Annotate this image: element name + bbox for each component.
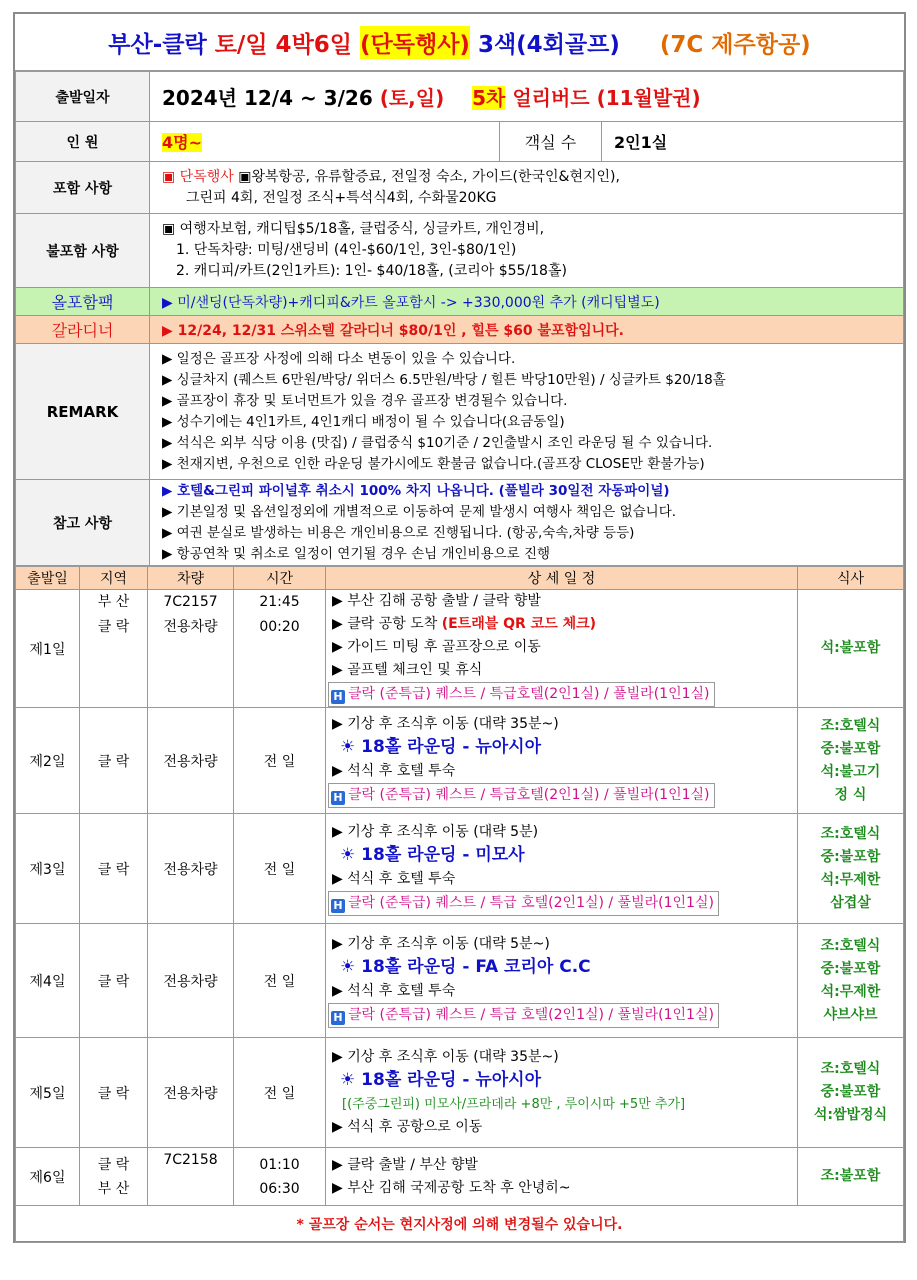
excluded-line: 2. 캐디피/카트(2인1카트): 1인- $40/18홀, (코리아 $55/18홀) (176, 263, 567, 279)
included-line2: 그린피 4회, 전일정 조식+특석식4회, 수화물20KG (186, 189, 497, 206)
detail-item: ▶ 가이드 미팅 후 골프장으로 이동 (332, 639, 541, 655)
title-days: 토/일 4박6일 (214, 31, 353, 58)
allinc-label: 올포함팩 (16, 288, 150, 316)
meal: 석:무제한 (820, 983, 881, 1000)
meal: 샤브샤브 (823, 1006, 878, 1023)
departure-period: 2024년 12/4 ~ 3/26 (162, 86, 373, 110)
hotel-icon: H (331, 899, 345, 913)
time: 전 일 (234, 1038, 326, 1148)
excluded-label: 불포함 사항 (16, 214, 150, 288)
meal: 조:호텔식 (820, 937, 881, 954)
departure-round: 5차 (472, 86, 506, 110)
schedule-row (16, 814, 904, 924)
etravel-note: (E트래블 QR 코드 체크) (441, 616, 597, 632)
departure-promo: 얼리버드 (11월발권) (512, 86, 701, 110)
detail-item: ▶ 석식 후 호텔 투숙 (332, 763, 456, 779)
detail-item: ▶ 기상 후 조식후 이동 (대략 5분) (332, 824, 539, 840)
vehicle: 전용차량 (148, 924, 234, 1038)
room-label: 객실 수 (500, 122, 602, 162)
time: 06:30 (259, 1180, 300, 1197)
reference-line: ▶ 여권 분실로 발생하는 비용은 개인비용으로 진행됩니다. (항공,숙속,차량 등등) (162, 524, 635, 541)
allinc-text: ▶ 미/샌딩(단독차량)+캐디피&카트 올포함시 -> +330,000원 추가 (캐디팁별도) (150, 288, 904, 316)
detail-item: ▶ 석식 후 호텔 투숙 (332, 871, 456, 887)
region: 부 산 (97, 594, 130, 610)
excluded-line: ▣ 여행자보험, 캐디팁$5/18홀, 클럽중식, 싱글카트, 개인경비, (162, 221, 545, 237)
meal: 조:호텔식 (820, 1061, 881, 1077)
time: 전 일 (234, 924, 326, 1038)
title-summary: 3색(4회골프) (477, 31, 620, 58)
departure-label: 출발일자 (16, 72, 150, 122)
schedule-row (16, 1038, 904, 1148)
info-table (15, 71, 904, 566)
included-line1: ▣왕복항공, 유류할증료, 전일정 숙소, 가이드(한국인&현지인), (233, 168, 620, 185)
schedule-row (16, 590, 904, 708)
greenfee-extra: [(주중그린피) 미모사/프라데라 +8만 , 루이시따 +5만 추가] (342, 1097, 686, 1112)
page-title (15, 14, 904, 71)
golf-round: ☀ 18홀 라운딩 - 미모사 (340, 845, 525, 865)
remark-line: ▶ 일정은 골프장 사정에 의해 다소 변동이 있을 수 있습니다. (162, 350, 516, 367)
remark-label: REMARK (16, 344, 150, 480)
header-meal: 식사 (798, 567, 904, 590)
detail-item: ▶ 골프텔 체크인 및 휴식 (332, 662, 483, 678)
hotel-icon: H (331, 791, 345, 805)
detail-item: ▶ 기상 후 조식후 이동 (대략 5분~) (332, 936, 550, 952)
schedule-header (16, 567, 904, 590)
hotel-icon: H (331, 1011, 345, 1025)
people-value: 4명~ (162, 133, 202, 152)
region: 부 산 (97, 1180, 130, 1197)
golf-round: ☀ 18홀 라운딩 - FA 코리아 C.C (340, 957, 591, 977)
remark-line: ▶ 골프장이 휴장 및 토너먼트가 있을 경우 골프장 변경될수 있습니다. (162, 392, 568, 409)
meal: 중:불포함 (820, 1084, 881, 1100)
time: 전 일 (234, 708, 326, 814)
meal: 중:불포함 (820, 960, 881, 977)
reference-line: ▶ 기본일정 및 옵션일정외에 개별적으로 이동하여 문제 발생시 여행사 책임은 없습니다. (162, 503, 677, 520)
day-label: 제2일 (16, 708, 80, 814)
time: 전 일 (234, 814, 326, 924)
meal: 정 식 (834, 786, 867, 803)
region: 클 락 (80, 1038, 148, 1148)
day-label: 제4일 (16, 924, 80, 1038)
title-exclusive: (단독행사) (360, 26, 470, 59)
hotel-info (328, 1003, 719, 1028)
header-time: 시간 (234, 567, 326, 590)
hotel-info (328, 891, 719, 916)
meal: 삼겹살 (830, 894, 871, 911)
footer-notice: * 골프장 순서는 현지사정에 의해 변경될수 있습니다. (16, 1206, 904, 1243)
meal: 중:불포함 (820, 740, 881, 757)
gala-text: ▶ 12/24, 12/31 스위소텔 갈라디너 $80/1인 , 힐튼 $60 불포함입니다. (150, 316, 904, 344)
hotel-text: 클락 (준특급) 퀘스트 / 특급호텔(2인1실) / 풀빌라(1인1실) (348, 787, 710, 803)
title-airline: (7C 제주항공) (659, 31, 811, 58)
remark-line: ▶ 싱글차지 (퀘스트 6만원/박당/ 위더스 6.5만원/박당 / 힐튼 박당10만원) / 싱글카트 $20/18홀 (162, 371, 726, 388)
schedule-row (16, 924, 904, 1038)
day-label: 제1일 (16, 590, 80, 708)
hotel-info (328, 682, 715, 707)
detail-item: ▶ 석식 후 공항으로 이동 (332, 1119, 483, 1135)
golf-round: ☀ 18홀 라운딩 - 뉴아시아 (340, 1070, 542, 1090)
vehicle: 7C2158 (148, 1148, 234, 1206)
meal: 석:무제한 (820, 871, 881, 888)
vehicle: 전용차량 (163, 619, 218, 635)
remark-line: ▶ 석식은 외부 식당 이용 (맛집) / 클럽중식 $10기준 / 2인출발시 조인 라운딩 될 수 있습니다. (162, 434, 713, 451)
day-label: 제3일 (16, 814, 80, 924)
departure-weekdays: (토,일) (379, 86, 445, 110)
meal: 중:불포함 (820, 848, 881, 865)
gala-label: 갈라디너 (16, 316, 150, 344)
meal: 석:불포함 (820, 640, 881, 656)
title-route: 부산-클락 (108, 31, 207, 58)
vehicle: 전용차량 (148, 1038, 234, 1148)
meal: 석:불고기 (820, 763, 881, 780)
detail-item: ▶ 클락 출발 / 부산 향발 (332, 1156, 478, 1173)
excluded-line: 1. 단독차량: 미팅/샌딩비 (4인-$60/1인, 3인-$80/1인) (176, 242, 517, 258)
vehicle: 7C2157 (163, 594, 218, 610)
schedule-row (16, 1148, 904, 1206)
schedule-row (16, 708, 904, 814)
time: 21:45 (259, 594, 300, 610)
hotel-icon: H (331, 690, 345, 704)
day-label: 제5일 (16, 1038, 80, 1148)
header-vehicle: 차량 (148, 567, 234, 590)
header-date: 출발일 (16, 567, 80, 590)
header-detail: 상 세 일 정 (326, 567, 798, 590)
included-label: 포함 사항 (16, 162, 150, 214)
hotel-text: 클락 (준특급) 퀘스트 / 특급 호텔(2인1실) / 풀빌라(1인1실) (348, 1007, 714, 1023)
hotel-info (328, 783, 715, 808)
golf-round: ☀ 18홀 라운딩 - 뉴아시아 (340, 737, 542, 757)
detail-item: ▶ 부산 김해 공항 출발 / 클락 향발 (332, 593, 541, 609)
included-prefix: ▣ 단독행사 (162, 168, 234, 185)
people-label: 인 원 (16, 122, 150, 162)
vehicle: 전용차량 (148, 708, 234, 814)
detail-item: ▶ 석식 후 호텔 투숙 (332, 983, 456, 999)
region: 클 락 (80, 814, 148, 924)
departure-value (150, 72, 904, 122)
region: 클 락 (97, 619, 130, 635)
time: 01:10 (259, 1156, 300, 1173)
room-value: 2인1실 (602, 122, 904, 162)
time: 00:20 (259, 619, 300, 635)
meal: 석:쌈밥정식 (813, 1107, 888, 1123)
schedule-table (15, 566, 904, 1243)
region: 클 락 (80, 924, 148, 1038)
vehicle: 전용차량 (148, 814, 234, 924)
itinerary-sheet (13, 12, 906, 1243)
reference-highlight: ▶ 호텔&그린피 파이널후 취소시 100% 차지 나옵니다. (풀빌라 30일전 자동파이널) (162, 482, 670, 499)
hotel-text: 클락 (준특급) 퀘스트 / 특급호텔(2인1실) / 풀빌라(1인1실) (348, 686, 710, 702)
remark-line: ▶ 천재지변, 우천으로 인한 라운딩 불가시에도 환불금 없습니다.(골프장 CLOSE만 환불가능) (162, 455, 705, 472)
detail-item: ▶ 기상 후 조식후 이동 (대략 35분~) (332, 716, 559, 732)
meal: 조:불포함 (820, 1168, 881, 1184)
remark-line: ▶ 성수기에는 4인1카트, 4인1캐디 배정이 될 수 있습니다(요금동일) (162, 413, 565, 430)
meal: 조:호텔식 (820, 825, 881, 842)
reference-label: 참고 사항 (16, 480, 150, 566)
detail-item: ▶ 클락 공항 도착 (332, 616, 442, 632)
detail-item: ▶ 기상 후 조식후 이동 (대략 35분~) (332, 1049, 559, 1065)
hotel-text: 클락 (준특급) 퀘스트 / 특급 호텔(2인1실) / 풀빌라(1인1실) (348, 895, 714, 911)
meal: 조:호텔식 (820, 717, 881, 734)
day-label: 제6일 (16, 1148, 80, 1206)
detail-item: ▶ 부산 김해 국제공항 도착 후 안녕히~ (332, 1179, 571, 1196)
header-region: 지역 (80, 567, 148, 590)
reference-line: ▶ 항공연착 및 취소로 일정이 연기될 경우 손님 개인비용으로 진행 (162, 545, 551, 562)
region: 클 락 (97, 1156, 130, 1173)
region: 클 락 (80, 708, 148, 814)
